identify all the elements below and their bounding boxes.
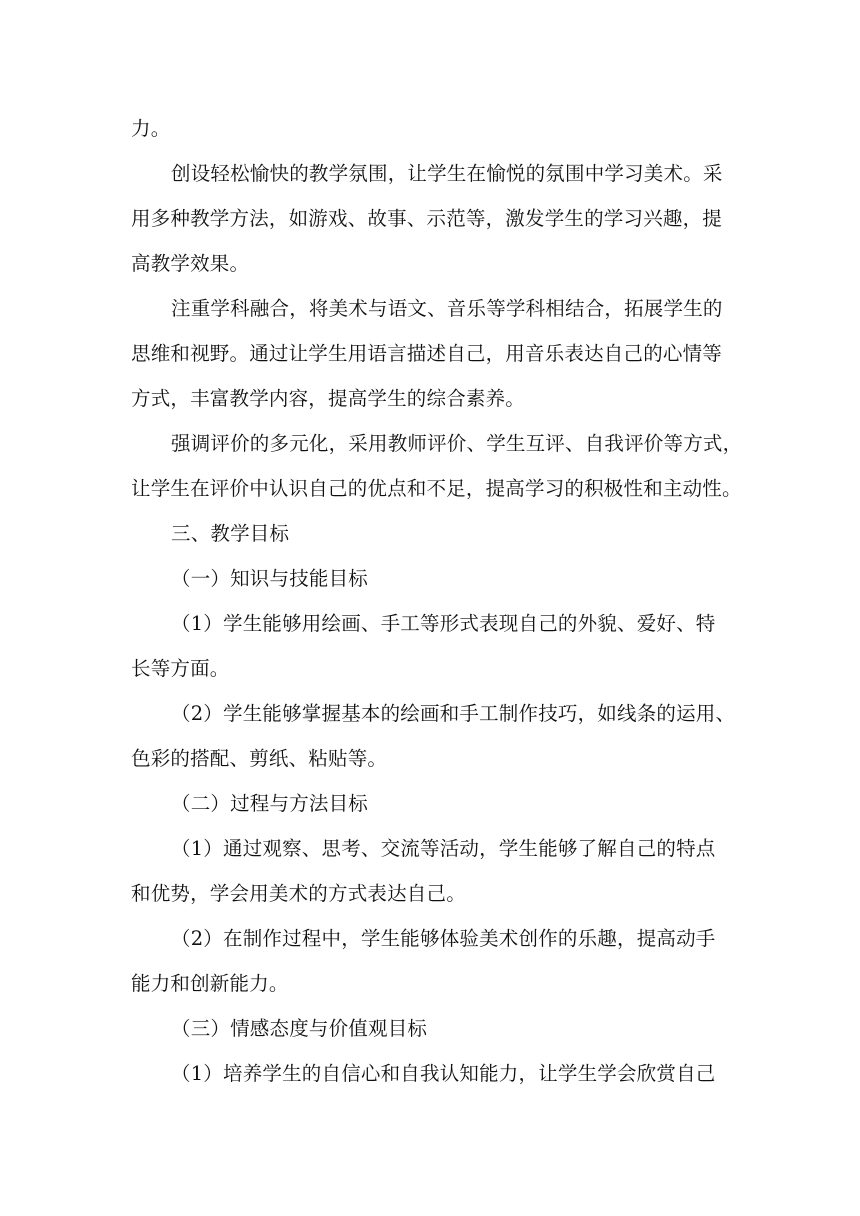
list-item-first-line: （1）学生能够用绘画、手工等形式表现自己的外貌、爱好、特 xyxy=(171,612,716,635)
subsection-heading: （二）过程与方法目标 xyxy=(171,792,369,815)
list-item-first-line: （2）在制作过程中，学生能够体验美术创作的乐趣，提高动手 xyxy=(171,927,716,950)
text-line: 和优势，学会用美术的方式表达自己。 xyxy=(131,882,466,905)
text-line: 色彩的搭配、剪纸、粘贴等。 xyxy=(131,747,388,770)
text-line: 力。 xyxy=(131,117,171,140)
text-line: 思维和视野。通过让学生用语言描述自己，用音乐表达自己的心情等 xyxy=(131,342,723,365)
subsection-heading: （一）知识与技能目标 xyxy=(171,567,369,590)
text-line: 长等方面。 xyxy=(131,657,230,680)
text-line: 让学生在评价中认识自己的优点和不足，提高学习的积极性和主动性。 xyxy=(131,477,742,500)
paragraph-first-line: 注重学科融合，将美术与语文、音乐等学科相结合，拓展学生的 xyxy=(171,297,723,320)
paragraph-first-line: 强调评价的多元化，采用教师评价、学生互评、自我评价等方式， xyxy=(171,432,743,455)
section-heading: 三、教学目标 xyxy=(171,522,290,545)
document-body xyxy=(131,106,743,1096)
list-item-first-line: （1）通过观察、思考、交流等活动，学生能够了解自己的特点 xyxy=(171,837,716,860)
text-line: 能力和创新能力。 xyxy=(131,972,289,995)
list-item-first-line: （2）学生能够掌握基本的绘画和手工制作技巧，如线条的运用、 xyxy=(171,702,736,725)
paragraph-first-line: 创设轻松愉快的教学氛围，让学生在愉悦的氛围中学习美术。采 xyxy=(171,162,723,185)
list-item-first-line: （1）培养学生的自信心和自我认知能力，让学生学会欣赏自己 xyxy=(171,1062,716,1085)
text-line: 用多种教学方法，如游戏、故事、示范等，激发学生的学习兴趣，提 xyxy=(131,207,723,230)
text-line: 高教学效果。 xyxy=(131,252,250,275)
text-line: 方式，丰富教学内容，提高学生的综合素养。 xyxy=(131,387,526,410)
subsection-heading: （三）情感态度与价值观目标 xyxy=(171,1017,428,1040)
